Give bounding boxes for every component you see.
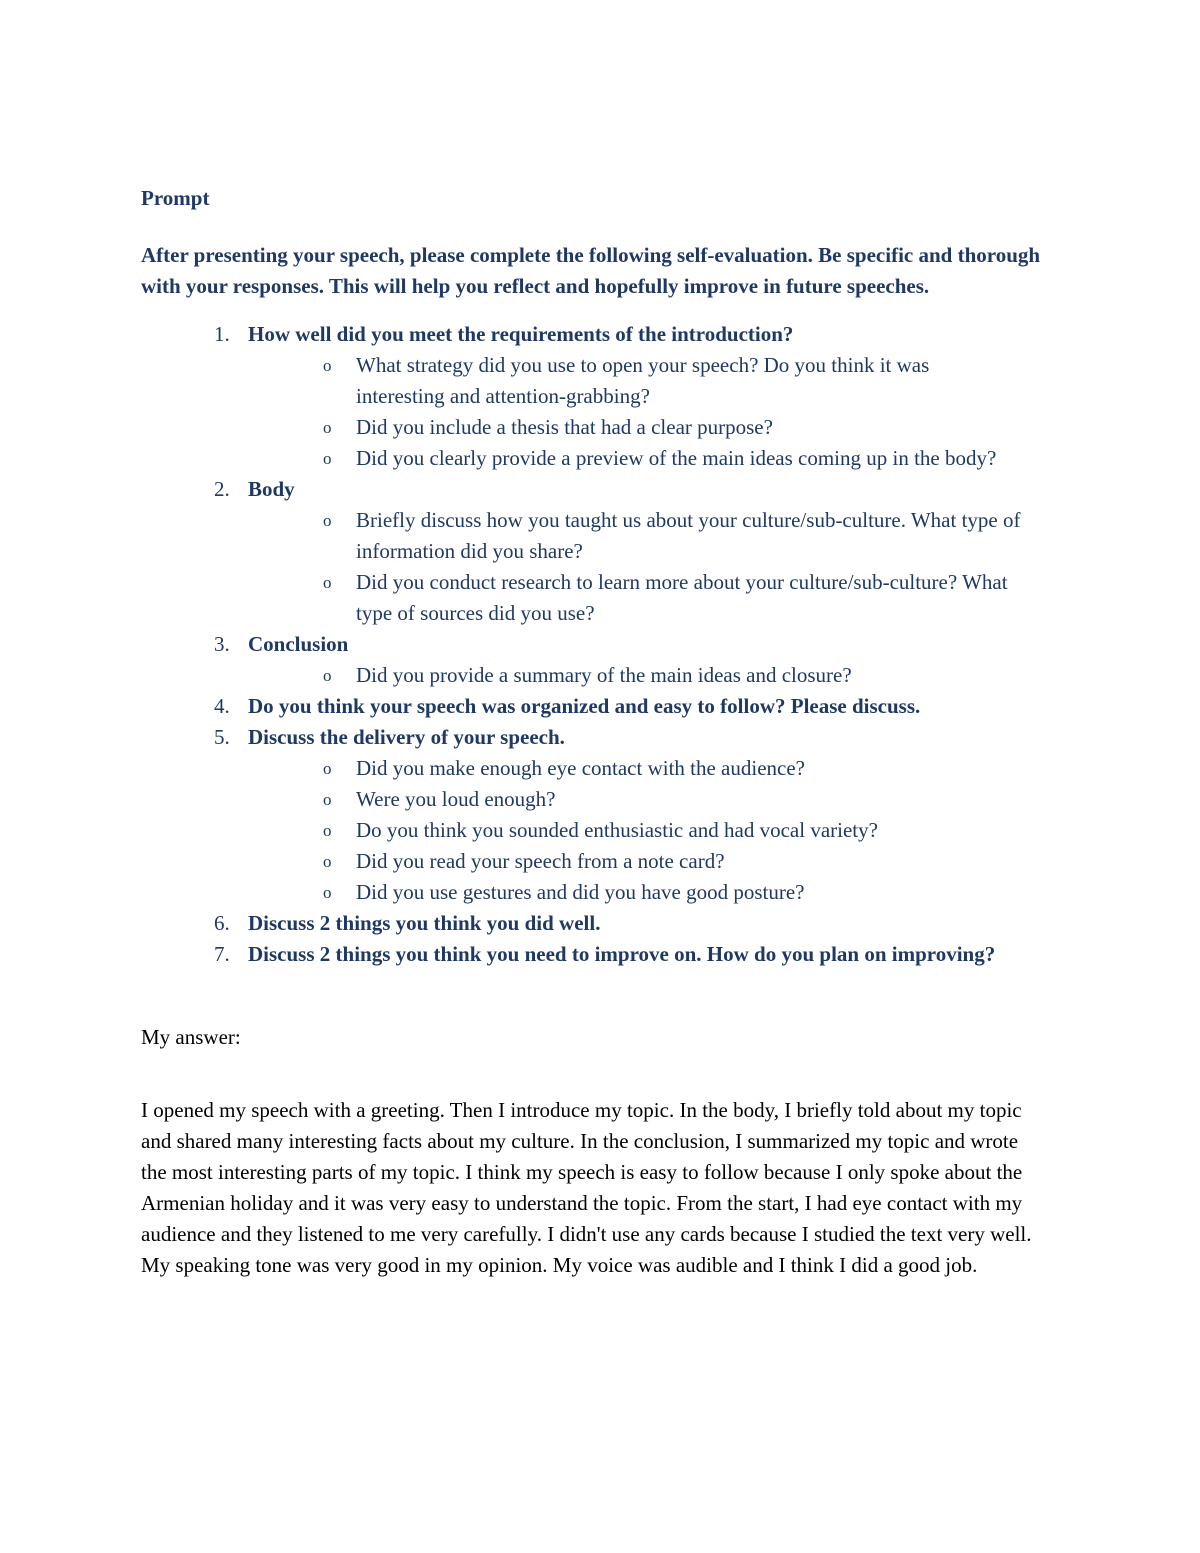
question-text: Discuss 2 things you think you did well. — [248, 911, 601, 935]
bullet-circle-icon: o — [323, 449, 332, 468]
sub-question-item — [248, 412, 1061, 443]
sub-question-text: Did you make enough eye contact with the audience? — [356, 756, 805, 780]
sub-question-text: Do you think you sounded enthusiastic and had vocal variety? — [356, 818, 878, 842]
sub-question-item — [248, 660, 1061, 691]
question-text: Discuss the delivery of your speech. — [248, 725, 565, 749]
sub-question-item — [248, 815, 1061, 846]
question-item — [141, 629, 1061, 691]
sub-question-list — [248, 753, 1061, 908]
sub-question-item — [248, 567, 1061, 629]
sub-question-text: Did you include a thesis that had a clear purpose? — [356, 415, 773, 439]
bullet-circle-icon: o — [323, 666, 332, 685]
question-item — [141, 319, 1061, 474]
question-number: 6. — [214, 911, 230, 935]
answer-text: I opened my speech with a greeting. Then I introduce my topic. In the body, I briefly told about my topic and shared many interesting facts about my culture. In the conclusion, I summarized my topic and wrote the most interesting parts of my topic. I think my speech is easy to follow because I only spoke about the Armenian holiday and it was very easy to understand the topic. From the start, I had eye contact with my audience and they listened to me very carefully. I didn't use any cards because I studied the text very well. My speaking tone was very good in my opinion. My voice was audible and I think I did a good job. — [141, 1098, 1032, 1277]
sub-question-item — [248, 877, 1061, 908]
sub-question-text: Did you conduct research to learn more about your culture/sub-culture? What type of sources did you use? — [356, 570, 1008, 625]
sub-question-text: Did you clearly provide a preview of the main ideas coming up in the body? — [356, 446, 997, 470]
bullet-circle-icon: o — [323, 821, 332, 840]
question-number: 1. — [214, 322, 230, 346]
sub-question-text: Did you read your speech from a note card? — [356, 849, 725, 873]
question-item — [141, 939, 1061, 970]
question-number: 5. — [214, 725, 230, 749]
question-number: 2. — [214, 477, 230, 501]
sub-question-item — [248, 784, 1061, 815]
sub-question-item — [248, 846, 1061, 877]
sub-question-item — [248, 505, 1061, 567]
document-page — [141, 183, 1061, 1281]
sub-question-text: What strategy did you use to open your speech? Do you think it was interesting and attention-grabbing? — [356, 353, 930, 408]
bullet-circle-icon: o — [323, 418, 332, 437]
answer-label: My answer: — [141, 1025, 241, 1049]
sub-question-text: Briefly discuss how you taught us about your culture/sub-culture. What type of information did you share? — [356, 508, 1021, 563]
sub-question-list — [248, 350, 1061, 474]
question-list — [141, 319, 1061, 970]
question-number: 3. — [214, 632, 230, 656]
question-text: Conclusion — [248, 632, 349, 656]
bullet-circle-icon: o — [323, 883, 332, 902]
sub-question-list — [248, 660, 1061, 691]
question-text: Discuss 2 things you think you need to improve on. How do you plan on improving? — [248, 942, 996, 966]
question-text: Body — [248, 477, 295, 501]
question-text: How well did you meet the requirements of the introduction? — [248, 322, 794, 346]
sub-question-item — [248, 443, 1061, 474]
question-item — [141, 474, 1061, 629]
question-text: Do you think your speech was organized and easy to follow? Please discuss. — [248, 694, 921, 718]
question-item — [141, 722, 1061, 908]
question-item — [141, 908, 1061, 939]
sub-question-text: Did you use gestures and did you have good posture? — [356, 880, 805, 904]
question-number: 4. — [214, 694, 230, 718]
bullet-circle-icon: o — [323, 790, 332, 809]
prompt-title: Prompt — [141, 186, 210, 210]
sub-question-item — [248, 350, 1061, 412]
bullet-circle-icon: o — [323, 573, 332, 592]
sub-question-list — [248, 505, 1061, 629]
question-item — [141, 691, 1061, 722]
bullet-circle-icon: o — [323, 759, 332, 778]
sub-question-text: Did you provide a summary of the main ideas and closure? — [356, 663, 852, 687]
bullet-circle-icon: o — [323, 511, 332, 530]
sub-question-text: Were you loud enough? — [356, 787, 556, 811]
bullet-circle-icon: o — [323, 852, 332, 871]
question-number: 7. — [214, 942, 230, 966]
sub-question-item — [248, 753, 1061, 784]
bullet-circle-icon: o — [323, 356, 332, 375]
prompt-intro: After presenting your speech, please complete the following self-evaluation. Be specific and thorough with your responses. This will help you reflect and hopefully improve in future speeches. — [141, 243, 1041, 298]
